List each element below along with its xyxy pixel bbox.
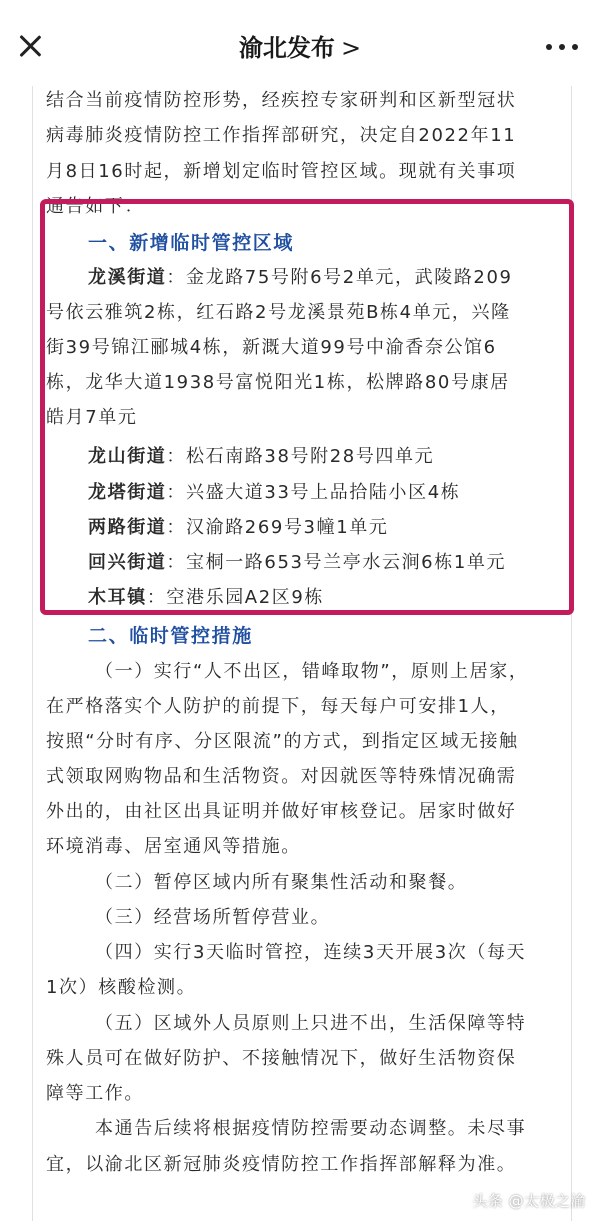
section2-heading: 二、临时管控措施 bbox=[88, 625, 253, 647]
chevron-right-icon[interactable]: > bbox=[340, 34, 362, 62]
watermark: 头条 @太极之渝 bbox=[472, 1192, 586, 1210]
longxi-line-3: 街39号锦江郦城4栋，新溉大道99号中渝香奈公馆6 bbox=[46, 337, 497, 358]
measure-line-8: （三）经营场所暂停营业。 bbox=[95, 907, 331, 928]
measure-line-15: 宜，以渝北区新冠肺炎疫情防控工作指挥部解释为准。 bbox=[46, 1154, 517, 1175]
measure-line-11: （五）区域外人员原则上只进不出，生活保障等特 bbox=[95, 1013, 527, 1034]
huixing-line bbox=[88, 548, 506, 574]
lianglu-label: 两路街道 bbox=[88, 517, 167, 538]
intro-line-4: 通告如下： bbox=[46, 196, 144, 217]
longxi-line-5: 皓月7单元 bbox=[46, 407, 138, 428]
longxi-text-1: ：金龙路75号附6号2单元，武陵路209 bbox=[166, 267, 513, 288]
muer-text: ：空港乐园A2区9栋 bbox=[146, 587, 325, 608]
longxi-line-2: 号依云雅筑2栋，红石路2号龙溪景苑B栋4单元，兴隆 bbox=[46, 302, 511, 323]
account-name[interactable]: 渝北发布 bbox=[238, 34, 335, 62]
account-title[interactable] bbox=[0, 28, 600, 63]
intro-line-3: 月8日16时起，新增划定临时管控区域。现就有关事项 bbox=[46, 161, 517, 182]
muer-line bbox=[88, 583, 324, 609]
longxi-label: 龙溪街道 bbox=[88, 267, 167, 288]
longxi-line-4: 栋，龙华大道1938号富悦阳光1栋，松牌路80号康居 bbox=[46, 372, 510, 393]
measure-line-1: （一）实行“人不出区，错峰取物”，原则上居家， bbox=[95, 661, 529, 682]
longshan-line bbox=[88, 442, 434, 468]
lianglu-line bbox=[88, 513, 388, 539]
more-options-icon[interactable] bbox=[546, 44, 578, 52]
measure-line-9: （四）实行3天临时管控，连续3天开展3次（每天 bbox=[95, 942, 527, 963]
top-nav-bar bbox=[0, 0, 600, 86]
measure-line-3: 按照“分时有序、分区限流”的方式，到指定区域无接触 bbox=[46, 731, 519, 752]
measure-line-7: （二）暂停区域内所有聚集性活动和聚餐。 bbox=[95, 872, 468, 893]
huixing-text: ：宝桐一路653号兰亭水云涧6栋1单元 bbox=[166, 552, 507, 573]
muer-label: 木耳镇 bbox=[88, 587, 147, 608]
intro-line-1: 结合当前疫情防控形势，经疾控专家研判和区新型冠状 bbox=[46, 90, 517, 111]
measure-line-4: 式领取网购物品和生活物资。对因就医等特殊情况确需 bbox=[46, 766, 517, 787]
measure-line-5: 外出的，由社区出具证明并做好审核登记。居家时做好 bbox=[46, 801, 517, 822]
lianglu-text: ：汉渝路269号3幢1单元 bbox=[166, 517, 389, 538]
measure-line-14: 本通告后续将根据疫情防控需要动态调整。未尽事 bbox=[95, 1118, 527, 1139]
huixing-label: 回兴街道 bbox=[88, 552, 167, 573]
measure-line-13: 障等工作。 bbox=[46, 1083, 144, 1104]
longxi-line-1 bbox=[88, 263, 513, 289]
measure-line-10: 1次）核酸检测。 bbox=[46, 977, 197, 998]
longshan-label: 龙山街道 bbox=[88, 446, 167, 467]
longta-line bbox=[88, 478, 460, 504]
longta-label: 龙塔街道 bbox=[88, 482, 167, 503]
section1-heading: 一、新增临时管控区域 bbox=[88, 232, 295, 254]
measure-line-12: 殊人员可在做好防护、不接触情况下，做好生活物资保 bbox=[46, 1048, 517, 1069]
longshan-text: ：松石南路38号附28号四单元 bbox=[166, 446, 435, 467]
measure-line-6: 环境消毒、居室通风等措施。 bbox=[46, 836, 301, 857]
intro-line-2: 病毒肺炎疫情防控工作指挥部研究，决定自2022年11 bbox=[46, 125, 517, 146]
measure-line-2: 在严格落实个人防护的前提下，每天每户可安排1人， bbox=[46, 696, 510, 717]
longta-text: ：兴盛大道33号上品拾陆小区4栋 bbox=[166, 482, 461, 503]
